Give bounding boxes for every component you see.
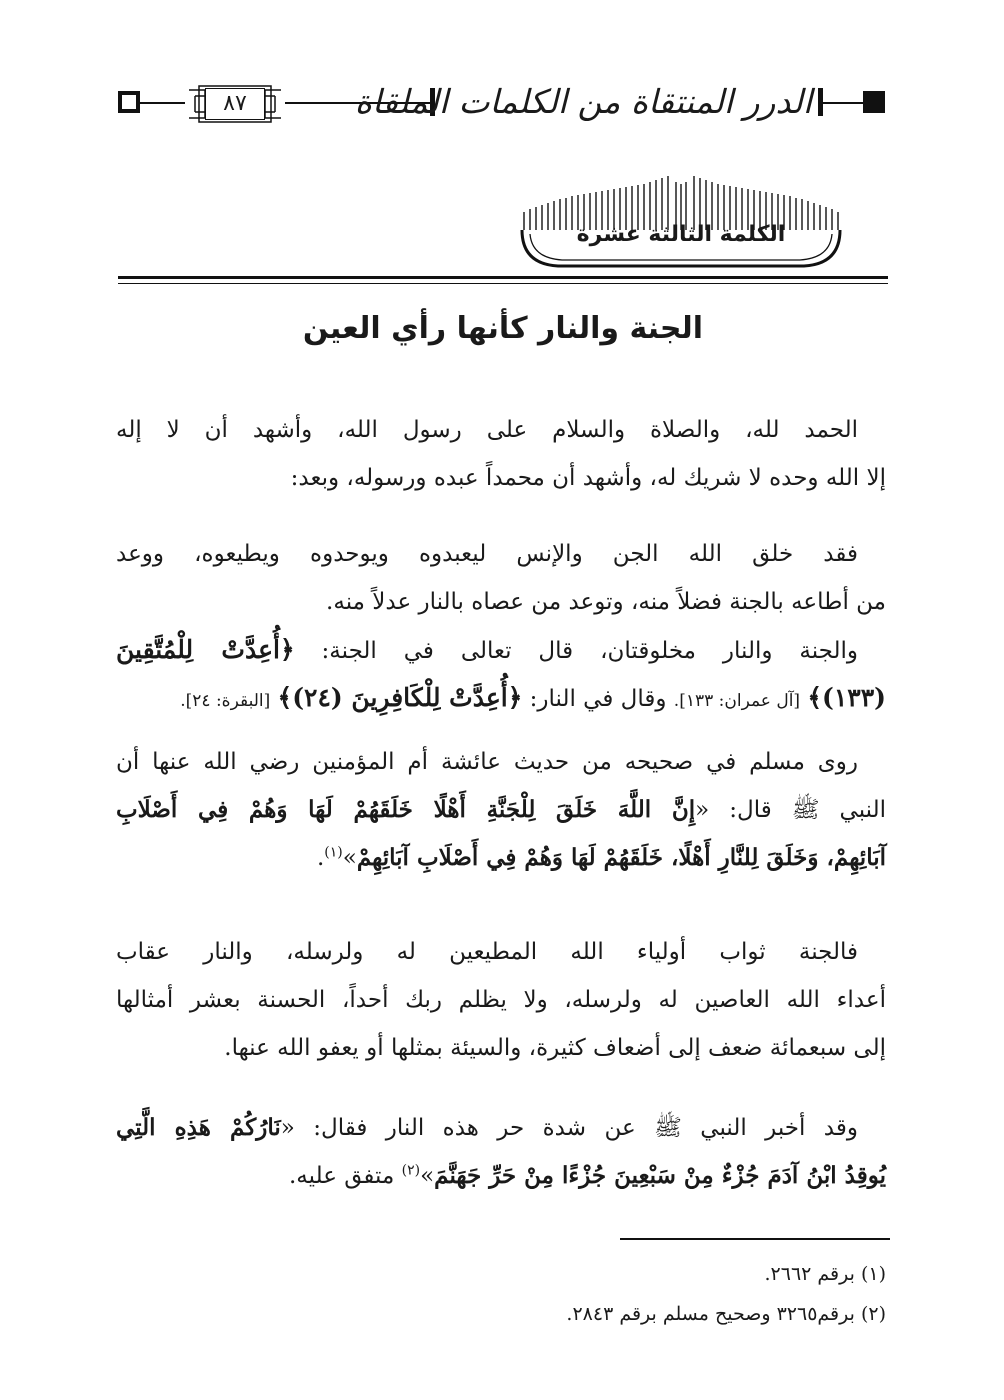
p6-text-2: متفق عليه. <box>289 1163 395 1189</box>
verse-ref-1: [آل عمران: ١٣٣]. <box>673 691 801 711</box>
left-square-ornament <box>118 91 140 113</box>
p5-line-2: أعداء الله العاصين له ولرسله، ولا يظلم ربك أحداً، الحسنة بعشر أمثالها <box>116 987 886 1013</box>
hadith-1-close: » <box>342 845 357 871</box>
p6-line-2 <box>116 1152 886 1200</box>
p4-line-1: روى مسلم في صحيحه من حديث عائشة أم المؤمنين رضي الله عنها أن <box>116 749 858 775</box>
p6-line-1 <box>116 1104 886 1152</box>
p6-text-1: وقد أخبر النبي ﷺ عن شدة حر هذه النار فقال: « <box>280 1115 858 1141</box>
title-rule-thick <box>118 276 888 279</box>
footnote-1: (١) برقم ٢٦٦٢. <box>764 1263 886 1285</box>
p2-line-1: فقد خلق الله الجن والإنس ليعبدوه ويوحدوه ويطيعوه، ووعد <box>116 541 858 567</box>
p1-line-1: الحمد لله، والصلاة والسلام على رسول الله، وأشهد أن لا إله <box>116 417 858 443</box>
p4-period: . <box>316 845 325 871</box>
title-rule-thin <box>118 283 888 284</box>
header-line-right <box>823 102 863 104</box>
paragraph-4 <box>116 738 886 882</box>
paragraph-5 <box>116 928 886 1072</box>
p4-line-3 <box>116 834 886 882</box>
p3-line-2 <box>116 674 886 722</box>
p5-line-1: فالجنة ثواب أولياء الله المطيعين له ولرسله، والنار عقاب <box>116 939 858 965</box>
p1-line-2: إلا الله وحده لا شريك له، وأشهد أن محمداً عبده ورسوله، وبعد: <box>290 465 886 491</box>
hadith-1-part-2: آبَائِهِمْ، وَخَلَقَ لِلنَّارِ أَهْلًا، خَلَقَهُمْ لَهَا وَهُمْ فِي أَصْلَابِ آبَائِهِمْ <box>356 844 886 871</box>
paragraph-1 <box>116 406 886 502</box>
hadith-2-part-2: يُوقِدُ ابْنُ آدَمَ جُزْءٌ مِنْ سَبْعِينَ جُزْءًا مِنْ حَرِّ جَهَنَّمَ <box>434 1162 886 1189</box>
paragraph-2 <box>116 530 886 626</box>
p2-line-2: من أطاعه بالجنة فضلاً منه، وتوعد من عصاه بالنار عدلاً منه. <box>326 589 886 615</box>
footnote-rule <box>620 1238 890 1240</box>
right-square-ornament <box>863 91 885 113</box>
footnote-marker-1: (١) <box>324 844 343 861</box>
verse-ref-2: [البقرة: ٢٤]. <box>180 691 271 711</box>
p3-text-2: وقال في النار: <box>529 686 667 712</box>
quran-verse-1: ﴿أُعِدَّتْ لِلْمُتَّقِينَ <box>116 635 295 664</box>
hadith-2-part-1: نَارُكُمْ هَذِهِ الَّتِي <box>116 1114 281 1141</box>
header-line-left <box>140 102 185 104</box>
quran-verse-1-end: (١٣٣)﴾ <box>807 683 886 712</box>
page-number: ٨٧ <box>205 88 265 120</box>
chapter-title: الجنة والنار كأنها رأي العين <box>302 311 704 346</box>
p4-text-1: النبي ﷺ قال: « <box>695 797 886 823</box>
footnote-2: (٢) برقم٣٢٦٥ وصحيح مسلم برقم ٢٨٤٣. <box>566 1303 886 1325</box>
hadith-2-close: » <box>420 1163 435 1189</box>
p4-line-2 <box>116 786 886 834</box>
quran-verse-2: ﴿أُعِدَّتْ لِلْكَافِرِينَ (٢٤)﴾ <box>277 683 523 712</box>
p3-text-1: والجنة والنار مخلوقتان، قال تعالى في الجنة: <box>321 638 859 664</box>
paragraph-6 <box>116 1104 886 1200</box>
running-header <box>0 0 1004 180</box>
p3-line-1 <box>116 626 886 674</box>
hadith-1-part-1: إِنَّ اللَّهَ خَلَقَ لِلْجَنَّةِ أَهْلًا خَلَقَهُمْ لَهَا وَهُمْ فِي أَصْلَابِ <box>116 796 696 823</box>
paragraph-3 <box>116 626 886 722</box>
p5-line-3: إلى سبعمائة ضعف إلى أضعاف كثيرة، والسيئة بمثلها أو يعفو الله عنها. <box>224 1035 886 1061</box>
book-title: الدرر المنتقاة من الكلمات الملقاة <box>354 82 812 121</box>
chapter-label: الكلمة الثالثة عشرة <box>576 222 786 247</box>
footnote-marker-2: (٢) <box>401 1162 421 1179</box>
